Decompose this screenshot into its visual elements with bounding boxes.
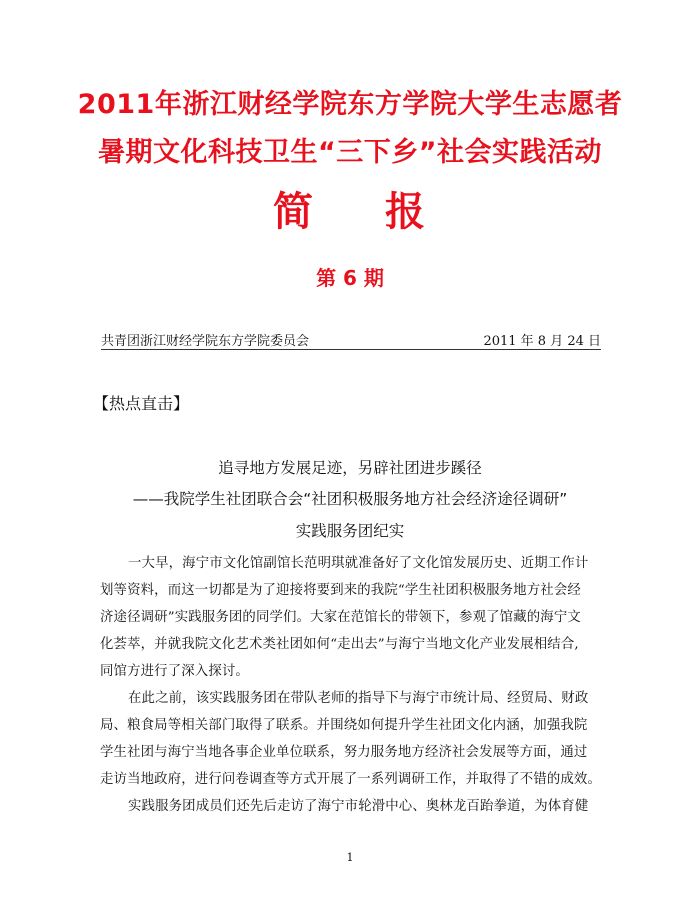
bulletin-char-1: 简 xyxy=(273,189,315,235)
bulletin-heading xyxy=(0,180,700,237)
article-body xyxy=(100,550,601,820)
article-title: 追寻地方发展足迹，另辟社团进步蹊径 xyxy=(218,459,482,477)
body-line: 划等资料，而这一切都是为了迎接将要到来的我院“学生社团积极服务地方社会经 xyxy=(100,583,581,598)
bulletin-char-2: 报 xyxy=(385,189,427,235)
issue-date: 2011 年 8 月 24 日 xyxy=(483,334,601,349)
article-subtitle-line-2: 实践服务团纪实 xyxy=(295,522,405,540)
issue-number: 第 6 期 xyxy=(316,266,384,290)
body-line: 学生社团与海宁当地各事企业单位联系，努力服务地方经济社会发展等方面，通过 xyxy=(100,745,588,760)
page-number: 1 xyxy=(346,851,354,864)
section-tag: 【热点直击】 xyxy=(93,394,190,413)
body-line: 化荟萃，并就我院文化艺术类社团如何“走出去”与海宁当地文化产业发展相结合, xyxy=(100,637,579,652)
body-line: 济途径调研”实践服务团的同学们。大家在范馆长的带领下，参观了馆藏的海宁文 xyxy=(100,610,581,625)
title-line-2: 暑期文化科技卫生“三下乡”社会实践活动 xyxy=(98,137,602,168)
article-subtitle-line-1: ——我院学生社团联合会“社团积极服务地方社会经济途径调研” xyxy=(132,490,568,508)
body-line: 局、粮食局等相关部门取得了联系。并围绕如何提升学生社团文化内涵，加强我院 xyxy=(100,718,588,733)
body-line: 在此之前，该实践服务团在带队老师的指导下与海宁市统计局、经贸局、财政 xyxy=(128,691,589,706)
body-line: 一大早，海宁市文化馆副馆长范明琪就准备好了文化馆发展历史、近期工作计 xyxy=(128,556,589,571)
title-line-1: 2011年浙江财经学院东方学院大学生志愿者 xyxy=(77,89,623,120)
masthead-divider xyxy=(101,349,601,350)
body-line: 走访当地政府，进行问卷调查等方式开展了一系列调研工作，并取得了不错的成效。 xyxy=(100,772,601,787)
organization-name: 共青团浙江财经学院东方学院委员会 xyxy=(101,334,310,349)
body-line: 实践服务团成员们还先后走访了海宁市轮滑中心、奥林龙百跆拳道，为体育健 xyxy=(128,799,589,814)
body-line: 同馆方进行了深入探讨。 xyxy=(100,664,249,679)
